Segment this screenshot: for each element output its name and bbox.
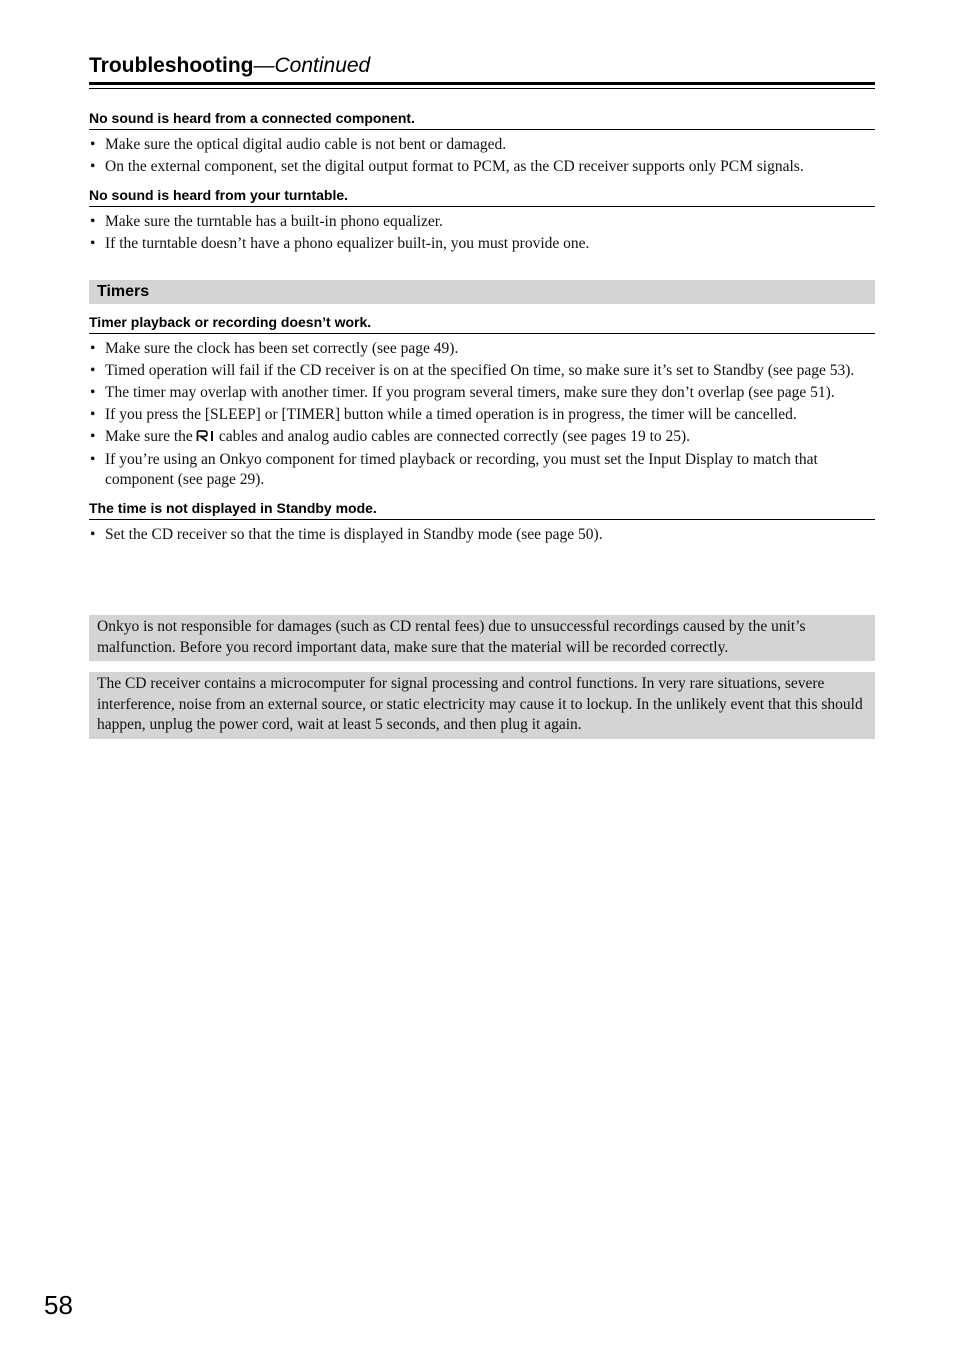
solution-list [89,212,875,254]
problem-heading: The time is not displayed in Standby mode. [89,498,875,520]
list-item: • Make sure the optical digital audio cable is not bent or damaged. [89,135,875,155]
problem-group [89,312,875,490]
problem-group [89,498,875,545]
section-heading-timers: Timers [89,280,875,304]
list-item: • On the external component, set the digital output format to PCM, as the CD receiver supports only PCM signals. [89,157,875,177]
problem-group [89,185,875,254]
problem-heading: Timer playback or recording doesn’t work. [89,312,875,334]
problem-heading: No sound is heard from your turntable. [89,185,875,207]
list-item: • Make sure the clock has been set correctly (see page 49). [89,339,875,359]
list-item: • If you press the [SLEEP] or [TIMER] button while a timed operation is in progress, the timer will be cancelled. [89,405,875,425]
main-content [89,108,875,750]
notes [89,615,875,739]
list-item: • Set the CD receiver so that the time is displayed in Standby mode (see page 50). [89,525,875,545]
list-item: • The timer may overlap with another timer. If you program several timers, make sure they don’t overlap (see page 51). [89,383,875,403]
problem-heading: No sound is heard from a connected component. [89,108,875,130]
page-subtitle: —Continued [253,54,371,77]
list-item: • If the turntable doesn’t have a phono equalizer built-in, you must provide one. [89,234,875,254]
ri-logo-icon [196,428,216,448]
list-item: • If you’re using an Onkyo component for timed playback or recording, you must set the Input Display to match that component (see page 29). [89,450,875,490]
solution-list [89,339,875,490]
note-box-liability: Onkyo is not responsible for damages (such as CD rental fees) due to unsuccessful recordings caused by the unit’s malfunction. Before you record important data, make sure that the material will be recorded correctly. [89,615,875,661]
solution-list [89,525,875,545]
problem-group [89,108,875,177]
list-item: • Timed operation will fail if the CD receiver is on at the specified On time, so make sure it’s set to Standby (see page 53). [89,361,875,381]
list-item-text: Make sure the [105,428,193,445]
list-item [89,427,875,448]
list-item-text: cables and analog audio cables are connected correctly (see pages 19 to 25). [218,428,691,445]
page-number: 58 [44,1290,73,1320]
page-header [89,54,875,85]
list-item: • Make sure the turntable has a built-in phono equalizer. [89,212,875,232]
solution-list [89,135,875,177]
note-box-microcomputer: The CD receiver contains a microcomputer for signal processing and control functions. In very rare situations, severe interference, noise from an external source, or static electricity may cause it to lockup. In the unlikely event that this should happen, unplug the power cord, wait at least 5 seconds, and then plug it again. [89,672,875,739]
page-title: Troubleshooting [89,54,254,77]
